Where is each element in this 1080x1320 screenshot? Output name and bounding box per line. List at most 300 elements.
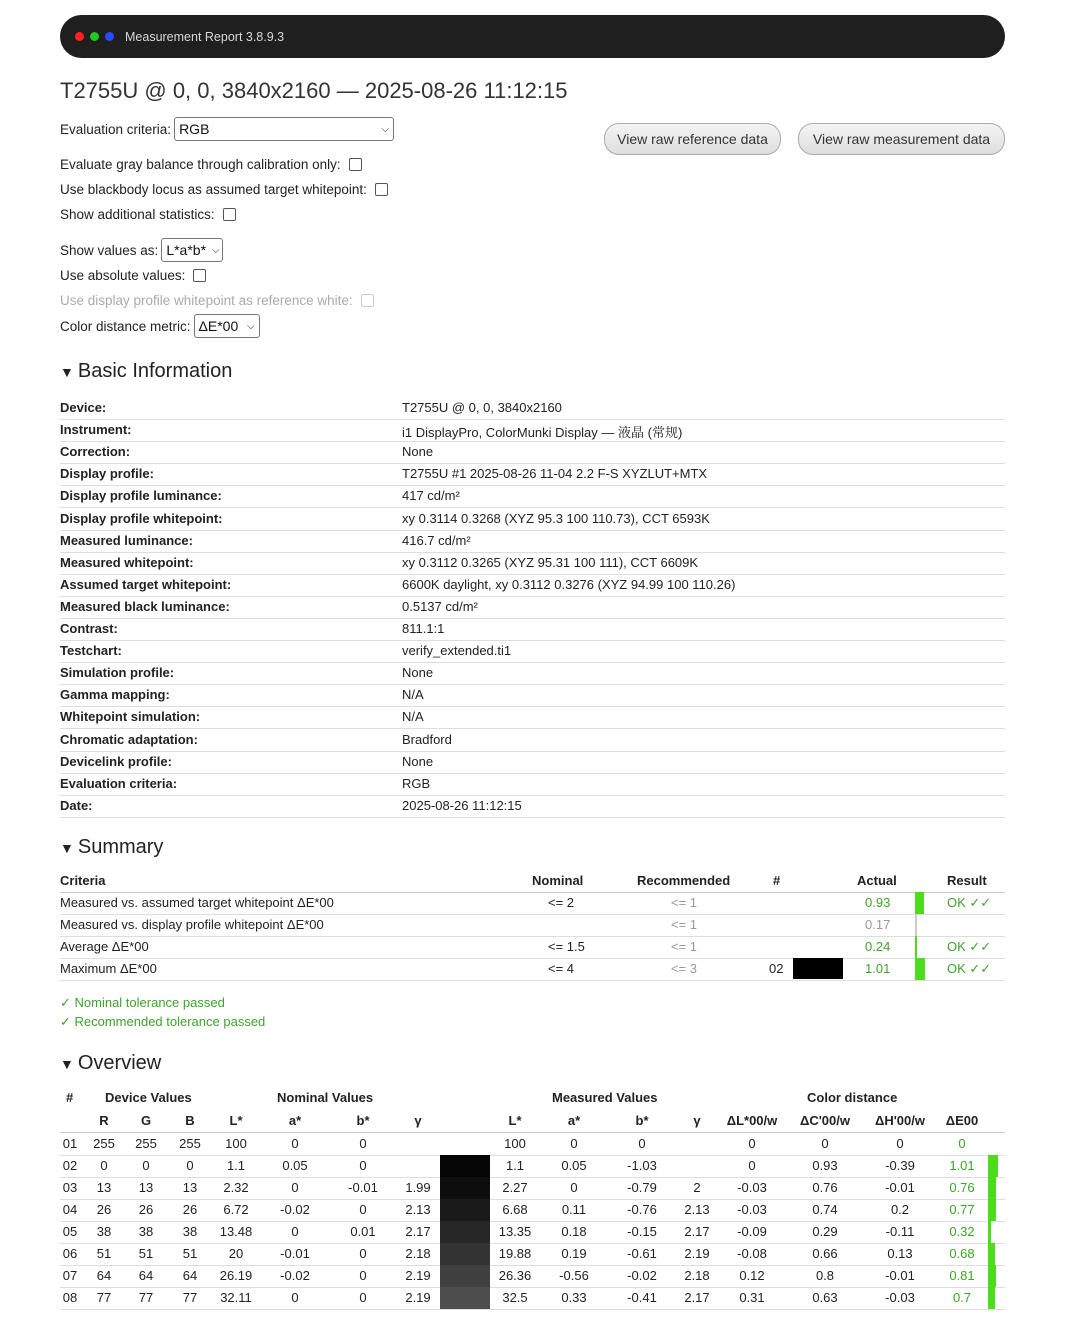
info-key: Instrument: [60, 422, 132, 438]
basic-info-heading: Basic Information [77, 360, 233, 382]
additional-stats-row [60, 207, 236, 222]
cell-dl: -0.03 [737, 1180, 767, 1195]
cell-dc: 0.63 [812, 1290, 838, 1305]
cell-na: 0 [291, 1290, 299, 1305]
color-swatch [440, 1287, 490, 1309]
cell-nb: 0 [359, 1268, 367, 1283]
cell-nl: 2.32 [223, 1180, 249, 1195]
cell-mb: -0.41 [627, 1290, 657, 1305]
cell-mb: -0.76 [627, 1202, 657, 1217]
info-row [60, 419, 1005, 442]
summary-recommended: <= 1 [671, 939, 698, 954]
summary-swatch [793, 958, 843, 979]
report-title: T2755U @ 0, 0, 3840x2160 — 2025-08-26 11:12:15 [60, 78, 568, 103]
cell-dl: 0 [748, 1136, 756, 1151]
cell-na: 0 [291, 1136, 299, 1151]
summary-actual: 1.01 [865, 961, 891, 976]
cell-g: 26 [138, 1202, 154, 1217]
app-title: Measurement Report 3.8.9.3 [125, 29, 285, 44]
cell-mb: -0.79 [627, 1180, 657, 1195]
delta-e-bar [988, 1199, 996, 1221]
cell-dh: 0.13 [887, 1246, 913, 1261]
info-key: Contrast: [60, 621, 118, 636]
info-row [60, 596, 1005, 619]
cell-b: 51 [182, 1246, 198, 1261]
cell-b: 0 [186, 1158, 194, 1173]
cell-r: 26 [96, 1202, 112, 1217]
gray-balance-label: Evaluate gray balance through calibration only: [60, 157, 341, 172]
cell-dl: 0.31 [739, 1290, 765, 1305]
cell-dl: 0.12 [739, 1268, 765, 1283]
triangle-down-icon: ▼ [60, 839, 74, 856]
info-key: Measured black luminance: [60, 598, 230, 614]
cell-ml: 100 [504, 1136, 526, 1151]
summary-nominal: <= 4 [548, 961, 575, 976]
cell-de: 0.68 [949, 1246, 975, 1261]
cell-nl: 6.72 [223, 1202, 249, 1217]
cell-ng: 2.18 [405, 1246, 431, 1261]
info-value: 6600K daylight, xy 0.3112 0.3276 (XYZ 94.99 100 110.26) [402, 576, 736, 592]
summary-recommended: <= 1 [671, 895, 698, 910]
additional-stats-checkbox[interactable] [223, 208, 236, 221]
cell-nb: 0 [359, 1290, 367, 1305]
info-row [60, 773, 1005, 796]
absolute-values-checkbox[interactable] [193, 269, 206, 282]
info-row [60, 640, 1005, 663]
color-swatch [440, 1133, 490, 1155]
cell-r: 77 [96, 1290, 112, 1305]
cell-dl: -0.03 [737, 1202, 767, 1217]
summary-row [60, 936, 1005, 959]
cell-nb: 0.01 [350, 1224, 376, 1239]
cell-mb: -0.15 [627, 1224, 657, 1239]
cell-nl: 26.19 [219, 1268, 253, 1283]
cell-nb: 0 [359, 1246, 367, 1261]
cell-mb: -1.03 [627, 1158, 657, 1173]
cell-dl: 0 [748, 1158, 756, 1173]
subheader-11: ΔL*00/w [726, 1113, 778, 1128]
summary-actual-bar [915, 914, 917, 936]
measured-values-header: Measured Values [552, 1090, 658, 1105]
color-swatch [440, 1177, 490, 1199]
delta-e-bar [988, 1243, 995, 1265]
chevron-down-icon: ⌵ [246, 320, 255, 332]
subheader-7: L* [508, 1113, 522, 1128]
summary-nominal: <= 2 [548, 895, 575, 910]
cell-dh: -0.11 [885, 1224, 915, 1239]
cell-nl: 32.11 [220, 1290, 252, 1305]
subheader-14: ΔE00 [945, 1113, 979, 1128]
info-key: Measured whitepoint: [60, 554, 194, 570]
cell-de: 0.7 [952, 1290, 972, 1305]
info-key: Testchart: [60, 643, 122, 659]
cell-g: 77 [138, 1290, 154, 1305]
summary-criteria: Average ΔE*00 [60, 939, 149, 954]
show-values-row [60, 238, 223, 262]
delta-e-bar [988, 1155, 998, 1177]
info-row [60, 795, 1005, 818]
cell-nl: 20 [228, 1246, 244, 1261]
gray-balance-checkbox[interactable] [349, 158, 362, 171]
info-row [60, 618, 1005, 641]
subheader-8: a* [567, 1113, 581, 1128]
cell-dc: 0 [821, 1136, 829, 1151]
subheader-6: γ [414, 1113, 422, 1128]
color-distance-select[interactable] [194, 314, 260, 338]
display-profile-wp-checkbox [361, 294, 374, 307]
evaluation-criteria-value: RGB [179, 121, 210, 137]
summary-criteria: Measured vs. display profile whitepoint ΔE*00 [60, 917, 324, 932]
nominal-header: Nominal [532, 873, 584, 888]
cell-mg: 2.19 [684, 1246, 710, 1261]
overview-subheader-row [60, 1110, 1005, 1133]
green-dot-icon [90, 32, 99, 41]
gray-balance-row [60, 157, 362, 172]
overview-toggle[interactable] [60, 1052, 161, 1075]
cell-r: 51 [96, 1246, 112, 1261]
cell-b: 255 [179, 1136, 201, 1151]
summary-recommended: <= 3 [671, 961, 698, 976]
actual-header: Actual [857, 873, 897, 888]
cell-mg: 2.17 [684, 1224, 710, 1239]
cell-g: 51 [138, 1246, 154, 1261]
cell-dc: 0.93 [812, 1158, 838, 1173]
info-value: verify_extended.ti1 [402, 643, 512, 659]
info-key: Display profile whitepoint: [60, 510, 223, 526]
overview-row [60, 1177, 1005, 1200]
summary-result: OK ✓✓ [947, 939, 992, 954]
info-value: 0.5137 cd/m² [402, 598, 478, 614]
overview-heading: Overview [77, 1052, 162, 1074]
summary-actual: 0.17 [865, 917, 891, 932]
device-values-header: Device Values [105, 1090, 192, 1105]
summary-nominal: <= 1.5 [548, 939, 585, 954]
row-number: 02 [62, 1158, 78, 1173]
recommended-passed-text: ✓ Recommended tolerance passed [60, 1014, 266, 1029]
triangle-down-icon: ▼ [60, 363, 74, 380]
subheader-4: a* [288, 1113, 302, 1128]
info-value: 417 cd/m² [402, 488, 460, 504]
info-key: Measured luminance: [60, 532, 193, 548]
cell-ml: 13.35 [498, 1224, 532, 1239]
cell-nl: 100 [225, 1136, 247, 1151]
info-value: 811.1:1 [402, 621, 445, 636]
cell-ma: 0 [570, 1180, 578, 1195]
summary-heading: Summary [77, 836, 164, 858]
cell-de: 0.32 [949, 1224, 975, 1239]
color-swatch [440, 1155, 490, 1177]
overview-row [60, 1265, 1005, 1288]
overview-row [60, 1155, 1005, 1178]
show-values-select[interactable] [161, 238, 223, 262]
cell-ma: 0.18 [561, 1224, 587, 1239]
overview-row [60, 1133, 1005, 1156]
info-row [60, 530, 1005, 553]
cell-dc: 0.74 [812, 1202, 838, 1217]
cell-mg: 2 [693, 1180, 701, 1195]
cell-r: 13 [96, 1180, 112, 1195]
info-row [60, 485, 1005, 508]
cell-ma: 0.11 [561, 1202, 587, 1217]
cell-dl: -0.08 [737, 1246, 767, 1261]
cell-mb: 0 [638, 1136, 646, 1151]
summary-toggle[interactable] [60, 836, 163, 859]
info-row [60, 574, 1005, 597]
info-key: Display profile luminance: [60, 488, 222, 504]
overview-row [60, 1199, 1005, 1222]
cell-mg: 2.17 [684, 1290, 710, 1305]
cell-na: 0.05 [282, 1158, 308, 1173]
color-swatch [440, 1243, 490, 1265]
blackbody-checkbox[interactable] [375, 183, 388, 196]
cell-b: 26 [182, 1202, 198, 1217]
cell-mb: -0.61 [627, 1246, 657, 1261]
info-row [60, 751, 1005, 774]
info-value: None [402, 444, 434, 460]
cell-de: 1.01 [949, 1158, 975, 1173]
absolute-values-label: Use absolute values: [60, 268, 186, 283]
info-value: N/A [402, 687, 424, 703]
cell-g: 38 [138, 1224, 154, 1239]
result-header: Result [947, 873, 987, 888]
evaluation-criteria-select[interactable] [174, 117, 394, 141]
criteria-header: Criteria [60, 873, 106, 888]
cell-mg: 2.13 [684, 1202, 710, 1217]
summary-actual-bar [915, 892, 924, 914]
cell-r: 64 [96, 1268, 112, 1283]
delta-e-bar [988, 1177, 996, 1199]
cell-ng: 2.13 [405, 1202, 431, 1217]
color-distance-value: ΔE*00 [198, 318, 239, 334]
cell-na: -0.01 [280, 1246, 310, 1261]
info-value: i1 DisplayPro, ColorMunki Display — 液晶 (常规) [402, 425, 683, 441]
color-distance-label: Color distance metric: [60, 318, 191, 334]
summary-criteria: Maximum ΔE*00 [60, 961, 157, 976]
cell-r: 0 [100, 1158, 108, 1173]
cell-ng: 2.19 [405, 1290, 431, 1305]
blue-dot-icon [105, 32, 114, 41]
info-value: T2755U #1 2025-08-26 11-04 2.2 F-S XYZLUT+MTX [402, 466, 708, 482]
chevron-down-icon: ⌵ [212, 244, 220, 256]
window-titlebar [60, 15, 1005, 58]
color-swatch [440, 1265, 490, 1287]
cell-r: 38 [96, 1224, 112, 1239]
info-row [60, 706, 1005, 729]
overview-row [60, 1287, 1005, 1310]
info-key: Devicelink profile: [60, 753, 172, 769]
subheader-0: R [99, 1113, 109, 1128]
cell-na: -0.02 [280, 1202, 310, 1217]
overview-row [60, 1243, 1005, 1266]
info-row [60, 552, 1005, 575]
color-swatch [440, 1221, 490, 1243]
info-row [60, 441, 1005, 464]
cell-nb: 0 [359, 1202, 367, 1217]
cell-g: 255 [135, 1136, 157, 1151]
basic-info-toggle[interactable] [60, 360, 232, 383]
info-row [60, 684, 1005, 707]
summary-recommended: <= 1 [671, 917, 698, 932]
cell-b: 38 [182, 1224, 198, 1239]
info-value: 2025-08-26 11:12:15 [402, 797, 522, 813]
cell-ng: 1.99 [405, 1180, 431, 1195]
cell-na: 0 [291, 1180, 299, 1195]
nominal-passed-text: ✓ Nominal tolerance passed [60, 995, 225, 1010]
overview-num-header: # [66, 1090, 74, 1105]
summary-row [60, 958, 1005, 981]
summary-criteria: Measured vs. assumed target whitepoint ΔE*00 [60, 895, 334, 910]
view-raw-measurement-button[interactable]: View raw measurement data [798, 123, 1005, 155]
cell-ma: 0.05 [561, 1158, 587, 1173]
cell-ml: 26.36 [498, 1268, 532, 1283]
info-value: 416.7 cd/m² [402, 532, 471, 548]
cell-ml: 2.27 [502, 1180, 528, 1195]
cell-b: 64 [182, 1268, 198, 1283]
row-number: 05 [62, 1224, 78, 1239]
color-distance-row [60, 314, 260, 338]
cell-dh: -0.03 [885, 1290, 915, 1305]
absolute-values-row [60, 268, 206, 283]
info-value: N/A [402, 709, 424, 725]
info-value: xy 0.3114 0.3268 (XYZ 95.3 100 110.73), CCT 6593K [402, 510, 710, 526]
overview-row [60, 1221, 1005, 1244]
cell-nl: 13.48 [219, 1224, 253, 1239]
blackbody-row [60, 182, 388, 197]
cell-dh: 0 [896, 1136, 904, 1151]
cell-de: 0.77 [949, 1202, 975, 1217]
info-row [60, 662, 1005, 685]
cell-mb: -0.02 [627, 1268, 657, 1283]
row-number: 04 [62, 1202, 78, 1217]
info-value: None [402, 665, 434, 681]
info-row [60, 397, 1005, 420]
cell-nb: 0 [359, 1158, 367, 1173]
summary-actual-bar [915, 958, 925, 980]
recommended-header: Recommended [637, 873, 731, 888]
chevron-down-icon: ⌵ [381, 123, 390, 135]
show-values-label: Show values as: [60, 242, 159, 258]
cell-dh: 0.2 [890, 1202, 910, 1217]
info-key: Correction: [60, 444, 131, 460]
cell-dc: 0.66 [812, 1246, 838, 1261]
cell-ng: 2.17 [405, 1224, 431, 1239]
cell-nb: -0.01 [348, 1180, 378, 1195]
cell-dh: -0.39 [885, 1158, 915, 1173]
triangle-down-icon: ▼ [60, 1055, 74, 1072]
summary-row [60, 914, 1005, 937]
summary-result: OK ✓✓ [947, 895, 992, 910]
info-row [60, 463, 1005, 486]
cell-na: -0.02 [280, 1268, 310, 1283]
cell-r: 255 [93, 1136, 115, 1151]
cell-na: 0 [291, 1224, 299, 1239]
cell-mg: 2.18 [684, 1268, 710, 1283]
view-raw-reference-button[interactable]: View raw reference data [604, 123, 781, 155]
info-key: Simulation profile: [60, 665, 175, 681]
additional-stats-label: Show additional statistics: [60, 207, 215, 222]
row-number: 03 [62, 1180, 78, 1195]
cell-de: 0.81 [949, 1268, 975, 1283]
color-swatch [440, 1199, 490, 1221]
show-values-value: L*a*b* [166, 242, 207, 258]
info-key: Device: [60, 400, 107, 415]
cell-ma: 0.19 [561, 1246, 587, 1261]
row-number: 07 [62, 1268, 78, 1283]
info-key: Whitepoint simulation: [60, 709, 201, 725]
cell-ma: 0 [570, 1136, 578, 1151]
summary-actual-bar [915, 936, 917, 958]
summary-row [60, 892, 1005, 915]
nominal-values-header: Nominal Values [277, 1090, 374, 1105]
cell-ml: 32.5 [502, 1290, 528, 1305]
row-number: 08 [62, 1290, 78, 1305]
subheader-3: L* [229, 1113, 243, 1128]
info-value: xy 0.3112 0.3265 (XYZ 95.31 100 111), CCT 6609K [402, 554, 699, 570]
cell-dc: 0.76 [812, 1180, 838, 1195]
summary-header-row [60, 870, 1005, 893]
subheader-1: G [140, 1113, 152, 1128]
cell-nb: 0 [359, 1136, 367, 1151]
delta-e-bar [988, 1265, 996, 1287]
cell-de: 0.76 [949, 1180, 975, 1195]
info-value: RGB [402, 775, 431, 791]
info-key: Date: [60, 797, 93, 813]
info-key: Chromatic adaptation: [60, 731, 198, 747]
subheader-2: B [185, 1113, 195, 1128]
summary-actual: 0.93 [865, 895, 891, 910]
evaluation-criteria-row [60, 117, 394, 141]
display-profile-wp-row [60, 293, 374, 308]
cell-ml: 6.68 [502, 1202, 528, 1217]
subheader-5: b* [356, 1113, 370, 1128]
cell-dh: -0.01 [885, 1268, 915, 1283]
num-header: # [773, 873, 781, 888]
cell-dh: -0.01 [885, 1180, 915, 1195]
cell-dc: 0.29 [812, 1224, 838, 1239]
cell-ml: 19.88 [498, 1246, 532, 1261]
cell-ml: 1.1 [505, 1158, 525, 1173]
info-value: T2755U @ 0, 0, 3840x2160 [402, 400, 562, 415]
cell-nl: 1.1 [226, 1158, 246, 1173]
cell-ma: 0.33 [561, 1290, 587, 1305]
info-key: Gamma mapping: [60, 687, 170, 703]
cell-b: 77 [182, 1290, 198, 1305]
row-number: 06 [62, 1246, 78, 1261]
delta-e-bar [988, 1287, 995, 1309]
info-row [60, 508, 1005, 531]
cell-b: 13 [182, 1180, 198, 1195]
display-profile-wp-label: Use display profile whitepoint as reference white: [60, 293, 353, 308]
delta-e-bar [988, 1221, 991, 1243]
red-dot-icon [75, 32, 84, 41]
info-value: None [402, 753, 434, 769]
cell-dl: -0.09 [737, 1224, 767, 1239]
cell-g: 64 [138, 1268, 154, 1283]
color-distance-header: Color distance [807, 1090, 898, 1105]
summary-actual: 0.24 [865, 939, 891, 954]
cell-g: 13 [138, 1180, 154, 1195]
info-key: Assumed target whitepoint: [60, 576, 232, 592]
summary-num: 02 [769, 961, 784, 976]
info-row [60, 729, 1005, 752]
info-key: Display profile: [60, 466, 154, 482]
subheader-12: ΔC'00/w [799, 1113, 850, 1128]
info-value: Bradford [402, 731, 452, 747]
blackbody-label: Use blackbody locus as assumed target whitepoint: [60, 182, 367, 197]
subheader-10: γ [693, 1113, 701, 1128]
cell-ng: 2.19 [405, 1268, 431, 1283]
cell-ma: -0.56 [559, 1268, 589, 1283]
